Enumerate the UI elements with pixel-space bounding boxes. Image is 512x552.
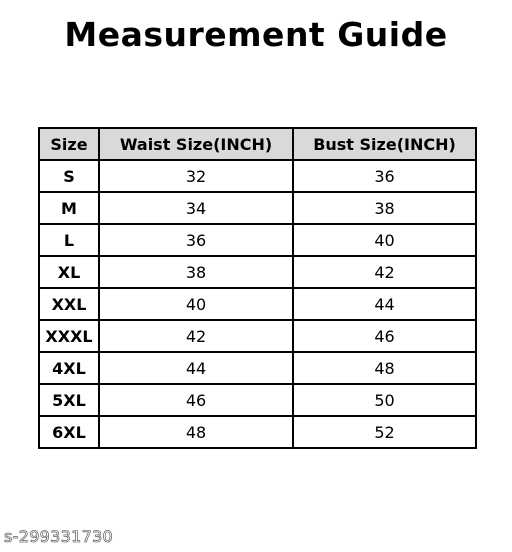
bust-cell: 48 — [293, 352, 476, 384]
size-cell: M — [39, 192, 99, 224]
size-cell: 4XL — [39, 352, 99, 384]
waist-cell: 40 — [99, 288, 293, 320]
table-row — [39, 256, 476, 288]
size-cell: 6XL — [39, 416, 99, 448]
waist-cell: 38 — [99, 256, 293, 288]
header-bust-size: Bust Size(INCH) — [293, 128, 476, 160]
table-row — [39, 192, 476, 224]
bust-cell: 46 — [293, 320, 476, 352]
table-row — [39, 352, 476, 384]
waist-cell: 48 — [99, 416, 293, 448]
table-row — [39, 224, 476, 256]
header-size: Size — [39, 128, 99, 160]
size-cell: XXL — [39, 288, 99, 320]
size-cell: XXXL — [39, 320, 99, 352]
bust-cell: 44 — [293, 288, 476, 320]
bust-cell: 36 — [293, 160, 476, 192]
size-cell: L — [39, 224, 99, 256]
table-row — [39, 416, 476, 448]
waist-cell: 32 — [99, 160, 293, 192]
bust-cell: 38 — [293, 192, 476, 224]
size-cell: XL — [39, 256, 99, 288]
bust-cell: 42 — [293, 256, 476, 288]
waist-cell: 34 — [99, 192, 293, 224]
page-title: Measurement Guide — [64, 15, 448, 54]
bust-cell: 40 — [293, 224, 476, 256]
table-row — [39, 384, 476, 416]
product-code-watermark: s-299331730 — [4, 527, 114, 546]
table-row — [39, 160, 476, 192]
waist-cell: 42 — [99, 320, 293, 352]
waist-cell: 46 — [99, 384, 293, 416]
measurement-table — [38, 127, 477, 449]
size-cell: 5XL — [39, 384, 99, 416]
bust-cell: 52 — [293, 416, 476, 448]
waist-cell: 44 — [99, 352, 293, 384]
table-header-row — [39, 128, 476, 160]
header-waist-size: Waist Size(INCH) — [99, 128, 293, 160]
table-row — [39, 320, 476, 352]
waist-cell: 36 — [99, 224, 293, 256]
table-row — [39, 288, 476, 320]
size-cell: S — [39, 160, 99, 192]
bust-cell: 50 — [293, 384, 476, 416]
